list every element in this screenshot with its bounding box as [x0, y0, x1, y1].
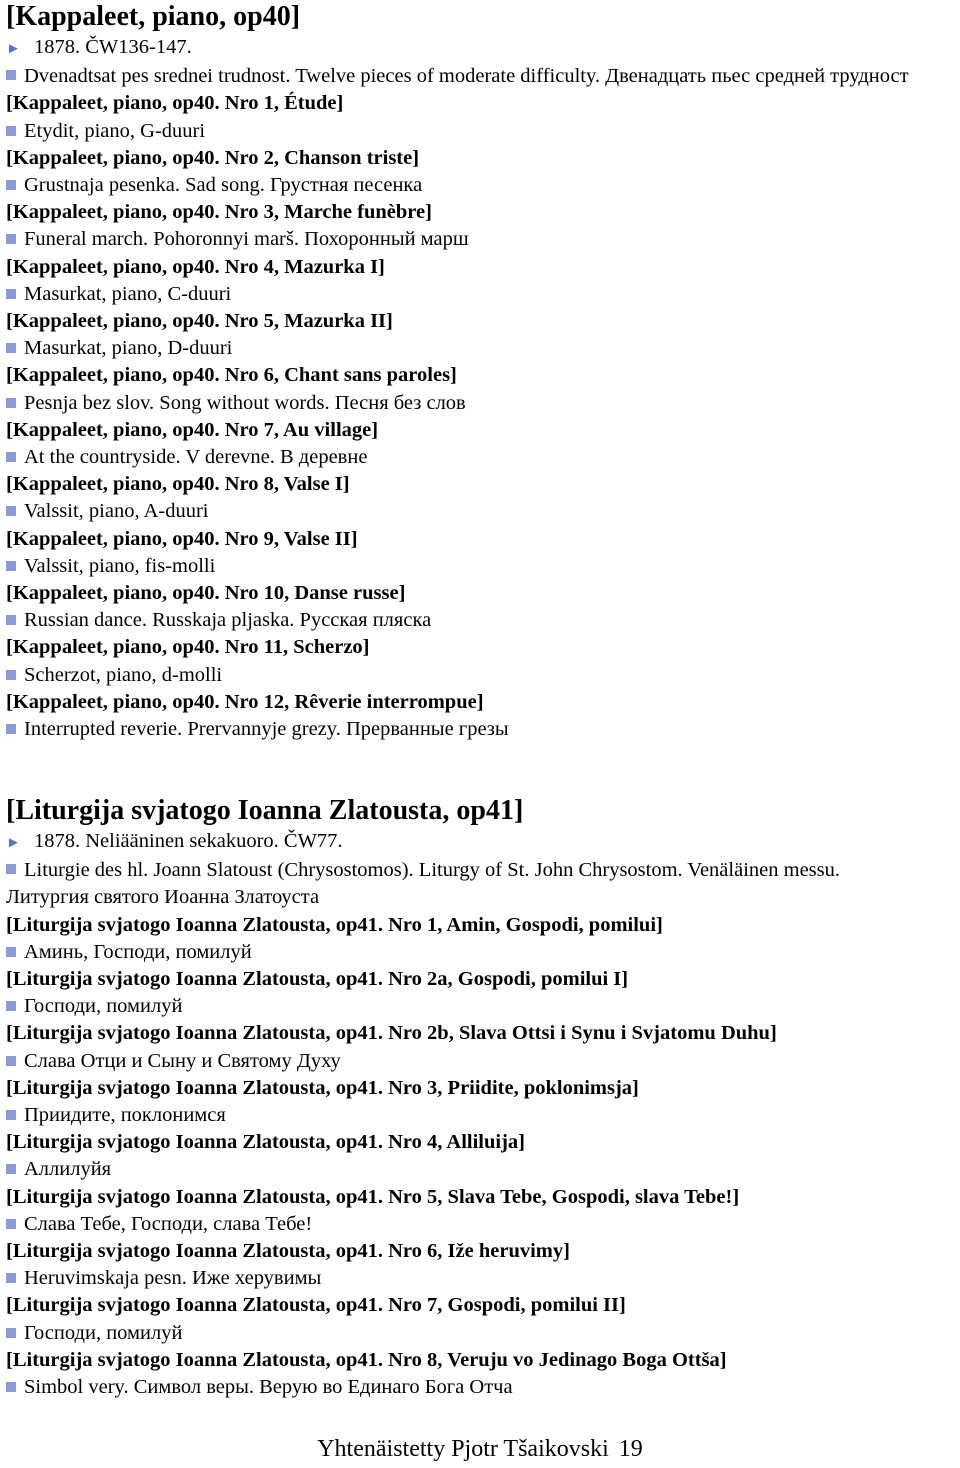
part-list — [6, 912, 956, 1402]
part-title: [Kappaleet, piano, op40. Nro 12, Rêverie interrompue] — [6, 690, 484, 713]
work-description — [6, 857, 916, 911]
part-title: [Liturgija svjatogo Ioanna Zlatousta, op41. Nro 2a, Gospodi, pomilui I] — [6, 968, 629, 991]
square-bullet-icon — [6, 1001, 16, 1011]
square-bullet-icon — [6, 452, 16, 462]
square-bullet-icon — [6, 1110, 16, 1120]
work-title: [Kappaleet, piano, op40] — [6, 1, 301, 32]
part-description — [6, 1320, 956, 1347]
square-bullet-icon — [6, 180, 16, 190]
part-item — [6, 362, 956, 416]
part-title: [Kappaleet, piano, op40. Nro 8, Valse I] — [6, 473, 350, 496]
part-title: [Kappaleet, piano, op40. Nro 2, Chanson triste] — [6, 146, 420, 169]
part-description-text: Слава Отци и Сыну и Святому Духу — [24, 1049, 341, 1072]
part-description — [6, 1156, 956, 1183]
square-bullet-icon — [6, 126, 16, 136]
work-title: [Liturgija svjatogo Ioanna Zlatousta, op41] — [6, 795, 524, 826]
part-item — [6, 912, 956, 966]
part-title: [Kappaleet, piano, op40. Nro 11, Scherzo] — [6, 636, 370, 659]
part-description — [6, 118, 956, 145]
part-description — [6, 607, 956, 634]
part-item — [6, 634, 956, 688]
part-description — [6, 1048, 956, 1075]
footer-title: Yhtenäistetty Pjotr Tšaikovski — [317, 1436, 609, 1462]
square-bullet-icon — [6, 289, 16, 299]
part-description — [6, 1102, 956, 1129]
part-description — [6, 553, 956, 580]
square-bullet-icon — [6, 398, 16, 408]
work-section-op41 — [6, 794, 956, 1401]
part-description — [6, 335, 956, 362]
triangle-right-icon: ► — [6, 835, 21, 851]
part-description-text: Heruvimskaja pesn. Иже херувимы — [24, 1267, 322, 1290]
part-title: [Liturgija svjatogo Ioanna Zlatousta, op41. Nro 1, Amin, Gospodi, pomilui] — [6, 913, 663, 936]
square-bullet-icon — [6, 1219, 16, 1229]
part-item — [6, 580, 956, 634]
part-item — [6, 1347, 956, 1401]
work-description-text: Liturgie des hl. Joann Slatoust (Chrysostomos). Liturgy of St. John Chrysostom. Venäläinen messu. Литургия святого Иоанна Златоуста — [6, 859, 840, 909]
part-description-text: Господи, помилуй — [24, 995, 183, 1018]
square-bullet-icon — [6, 615, 16, 625]
part-title: [Kappaleet, piano, op40. Nro 10, Danse russe] — [6, 582, 406, 605]
part-title: [Kappaleet, piano, op40. Nro 9, Valse II] — [6, 527, 358, 550]
part-description-text: Simbol very. Символ веры. Верую во Единаго Бога Отча — [24, 1376, 513, 1399]
part-description — [6, 498, 956, 525]
square-bullet-icon — [6, 724, 16, 734]
part-title: [Liturgija svjatogo Ioanna Zlatousta, op41. Nro 7, Gospodi, pomilui II] — [6, 1294, 626, 1317]
square-bullet-icon — [6, 670, 16, 680]
work-description-text: Dvenadtsat pes srednei trudnost. Twelve pieces of moderate difficulty. Двенадцать пьес средней трудност — [24, 65, 909, 88]
work-description — [6, 63, 956, 90]
part-description — [6, 281, 956, 308]
square-bullet-icon — [6, 234, 16, 244]
square-bullet-icon — [6, 1056, 16, 1066]
part-title: [Kappaleet, piano, op40. Nro 1, Étude] — [6, 92, 344, 115]
part-description — [6, 172, 956, 199]
part-item — [6, 90, 956, 144]
part-description-text: Masurkat, piano, C-duuri — [24, 282, 232, 305]
part-item — [6, 1020, 956, 1074]
part-item — [6, 526, 956, 580]
part-description — [6, 662, 956, 689]
work-info — [6, 828, 956, 857]
part-item — [6, 308, 956, 362]
part-description — [6, 226, 956, 253]
part-title: [Kappaleet, piano, op40. Nro 7, Au village] — [6, 418, 379, 441]
part-item — [6, 199, 956, 253]
part-title: [Liturgija svjatogo Ioanna Zlatousta, op41. Nro 8, Veruju vo Jedinago Boga Ottša] — [6, 1348, 727, 1371]
square-bullet-icon — [6, 506, 16, 516]
part-description-text: At the countryside. V derevne. В деревне — [24, 446, 368, 469]
part-description — [6, 939, 956, 966]
square-bullet-icon — [6, 343, 16, 353]
square-bullet-icon — [6, 1164, 16, 1174]
part-description — [6, 1265, 956, 1292]
part-description — [6, 1211, 956, 1238]
part-description — [6, 1374, 956, 1401]
part-item — [6, 1129, 956, 1183]
part-description-text: Masurkat, piano, D-duuri — [24, 337, 233, 360]
triangle-right-icon: ► — [6, 41, 21, 57]
part-item — [6, 1184, 956, 1238]
part-item — [6, 966, 956, 1020]
work-section-op40 — [6, 0, 956, 743]
part-description-text: Scherzot, piano, d-molli — [24, 663, 223, 686]
part-description-text: Господи, помилуй — [24, 1321, 183, 1344]
part-item — [6, 417, 956, 471]
part-description-text: Аллилуйя — [24, 1158, 112, 1181]
part-description-text: Russian dance. Russkaja pljaska. Русская пляска — [24, 609, 432, 632]
part-description — [6, 390, 956, 417]
square-bullet-icon — [6, 561, 16, 571]
part-title: [Liturgija svjatogo Ioanna Zlatousta, op41. Nro 4, Alliluija] — [6, 1131, 525, 1154]
work-info — [6, 34, 956, 63]
part-title: [Liturgija svjatogo Ioanna Zlatousta, op41. Nro 5, Slava Tebe, Gospodi, slava Tebe!] — [6, 1185, 740, 1208]
part-item — [6, 1238, 956, 1292]
page-footer — [0, 1434, 960, 1464]
part-item — [6, 1292, 956, 1346]
part-item — [6, 254, 956, 308]
part-description-text: Interrupted reverie. Prervannyje grezy. Прерванные грезы — [24, 718, 509, 741]
work-info-text: 1878. ČW136-147. — [34, 36, 192, 58]
square-bullet-icon — [6, 1273, 16, 1283]
part-description — [6, 716, 956, 743]
part-description-text: Valssit, piano, fis-molli — [24, 554, 216, 577]
part-title: [Liturgija svjatogo Ioanna Zlatousta, op41. Nro 6, Iže heruvimy] — [6, 1240, 570, 1263]
part-title: [Kappaleet, piano, op40. Nro 6, Chant sans paroles] — [6, 364, 457, 387]
square-bullet-icon — [6, 1328, 16, 1338]
part-title: [Kappaleet, piano, op40. Nro 3, Marche funèbre] — [6, 201, 432, 224]
part-item — [6, 145, 956, 199]
part-list — [6, 90, 956, 743]
square-bullet-icon — [6, 947, 16, 957]
square-bullet-icon — [6, 864, 16, 874]
square-bullet-icon — [6, 70, 16, 80]
part-title: [Kappaleet, piano, op40. Nro 4, Mazurka I] — [6, 255, 385, 278]
part-description-text: Funeral march. Pohoronnyi marš. Похоронный марш — [24, 228, 469, 251]
part-description — [6, 444, 956, 471]
part-description-text: Pesnja bez slov. Song without words. Песня без слов — [24, 391, 466, 414]
part-title: [Liturgija svjatogo Ioanna Zlatousta, op41. Nro 3, Priidite, poklonimsja] — [6, 1076, 639, 1099]
work-info-text: 1878. Neliääninen sekakuoro. ČW77. — [34, 830, 343, 852]
square-bullet-icon — [6, 1382, 16, 1392]
part-description-text: Valssit, piano, A-duuri — [24, 500, 209, 523]
part-item — [6, 689, 956, 743]
part-title: [Kappaleet, piano, op40. Nro 5, Mazurka II] — [6, 310, 393, 333]
part-description-text: Аминь, Господи, помилуй — [24, 940, 252, 963]
part-description-text: Приидите, поклонимся — [24, 1104, 226, 1127]
part-description-text: Слава Тебе, Господи, слава Тебе! — [24, 1212, 313, 1235]
part-description — [6, 993, 956, 1020]
part-item — [6, 1075, 956, 1129]
part-title: [Liturgija svjatogo Ioanna Zlatousta, op41. Nro 2b, Slava Ottsi i Synu i Svjatomu Duhu] — [6, 1022, 777, 1045]
page-number: 19 — [618, 1436, 643, 1462]
part-description-text: Etydit, piano, G-duuri — [24, 119, 206, 142]
part-description-text: Grustnaja pesenka. Sad song. Грустная песенка — [24, 174, 423, 197]
part-item — [6, 471, 956, 525]
